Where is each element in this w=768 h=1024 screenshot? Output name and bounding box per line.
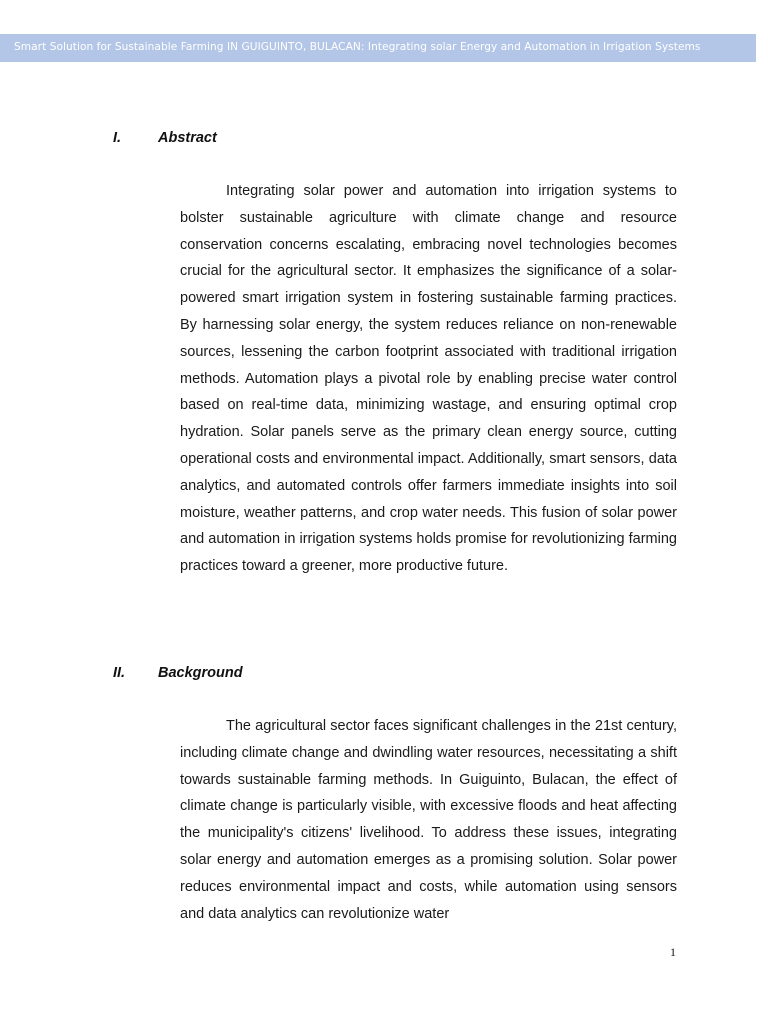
running-header — [0, 34, 756, 62]
abstract-paragraph: Integrating solar power and automation into irrigation systems to bolster sustainable agriculture with climate change and resource conservation concerns escalating, embracing novel technologies becomes crucial for the agricultural sector. It emphasizes the significance of a solar-powered smart irrigation system in fostering sustainable farming practices. By harnessing solar energy, the system reduces reliance on non-renewable sources, lessening the carbon footprint associated with traditional irrigation methods. Automation plays a pivotal role by enabling precise water control based on real-time data, minimizing wastage, and ensuring optimal crop hydration. Solar panels serve as the primary clean energy source, cutting operational costs and environmental impact. Additionally, smart sensors, data analytics, and automated controls offer farmers immediate insights into soil moisture, weather patterns, and crop water needs. This fusion of solar power and automation in irrigation systems holds promise for revolutionizing farming practices toward a greener, more productive future. — [180, 183, 677, 575]
section-number: I. — [113, 130, 122, 146]
section-title: Background — [158, 665, 243, 681]
running-header-title: Smart Solution for Sustainable Farming IN GUIGUINTO, BULACAN: Integrating solar Energy and Automation in Irrigation Systems — [14, 41, 701, 53]
background-paragraph: The agricultural sector faces significant challenges in the 21st century, including climate change and dwindling water resources, necessitating a shift towards sustainable farming methods. In Guiguinto, Bulacan, the effect of climate change is particularly visible, with excessive floods and heat affecting the municipality's citizens' livelihood. To address these issues, integrating solar energy and automation emerges as a promising solution. Solar power reduces environmental impact and costs, while automation using sensors and data analytics can revolutionize water — [180, 718, 677, 922]
section-number: II. — [113, 665, 126, 681]
section-title: Abstract — [158, 130, 217, 146]
page-number: 1 — [670, 945, 676, 959]
